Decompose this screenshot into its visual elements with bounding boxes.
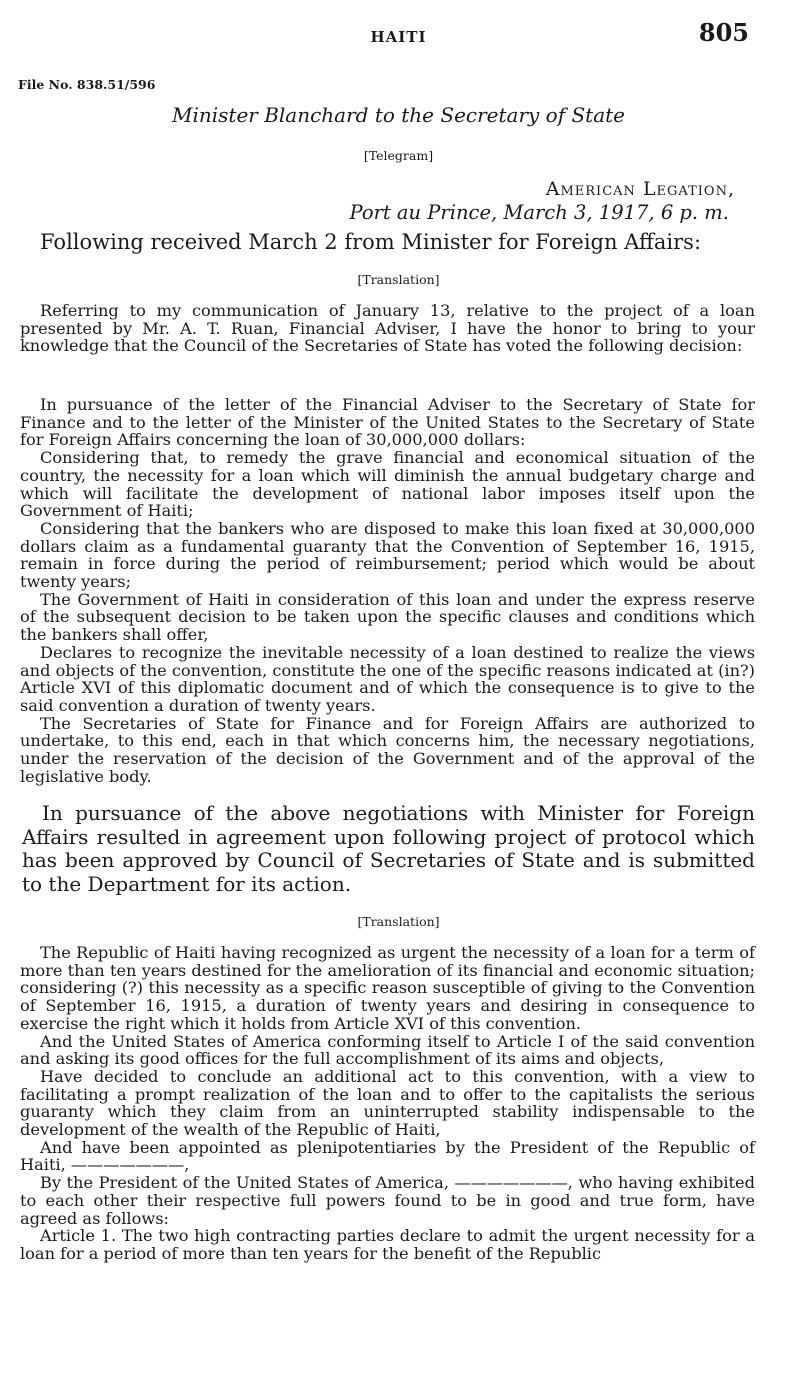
running-title: HAITI bbox=[370, 28, 427, 46]
dateline-office: American Legation, bbox=[545, 178, 735, 200]
intro-paragraph-block bbox=[20, 302, 755, 355]
protocol-paragraph: And the United States of America conforming itself to Article I of the said convention and asking its good offices for the full accomplishment of its aims and objects, bbox=[20, 1031, 755, 1069]
protocol-paragraph: And have been appointed as plenipotentiaries by the President of the Republic of Haiti, ———————, bbox=[20, 1137, 755, 1175]
decision-paragraph: The Secretaries of State for Finance and for Foreign Affairs are authorized to undertake, to this end, each in that which concerns him, the necessary negotiations, under the reservation of the decision of the Government and of the approval of the legislative body. bbox=[20, 713, 755, 786]
pursuance-paragraph-block bbox=[22, 802, 755, 896]
document-title: Minister Blanchard to the Secretary of State bbox=[171, 103, 626, 127]
protocol-paragraph: By the President of the United States of America, ———————, who having exhibited to each other their respective full powers found to be in good and true form, have agreed as follows: bbox=[20, 1173, 755, 1228]
intro-paragraph: Referring to my communication of January 13, relative to the project of a loan presented by Mr. A. T. Ruan, Financial Adviser, I have the honor to bring to your knowledge that the Council of the Secretaries of State has voted the following decision: bbox=[20, 301, 755, 356]
lead-line: Following received March 2 from Minister for Foreign Affairs: bbox=[40, 230, 702, 254]
decision-paragraph: In pursuance of the letter of the Financial Adviser to the Secretary of State for Finance and to the letter of the Minister of the United States to the Secretary of State for Foreign Affairs concerning the loan of 30,000,000 dollars: bbox=[20, 395, 755, 450]
decision-paragraph: Declares to recognize the inevitable necessity of a loan destined to realize the views and objects of the convention, constitute the one of the specific reasons indicated at (in?) Article XVI of this diplomatic document and of which the consequence is to give to the said convention a duration of twenty years. bbox=[20, 642, 755, 715]
decision-paragraph: Considering that, to remedy the grave financial and economical situation of the country, the necessity for a loan which will diminish the annual budgetary charge and which will facilitate the development of national labor imposes itself upon the Government of Haiti; bbox=[20, 448, 755, 521]
page-number: 805 bbox=[698, 18, 749, 47]
file-number: File No. 838.51/596 bbox=[18, 77, 156, 92]
dateline-place-date: Port au Prince, March 3, 1917, 6 p. m. bbox=[349, 201, 729, 224]
protocol-paragraph: Have decided to conclude an additional act to this convention, with a view to facilitating a prompt realization of the loan and to offer to the capitalists the serious guaranty which they claim from an uninterrupted stability indispensable to the development of the wealth of the Republic of Haiti, bbox=[20, 1066, 755, 1140]
decision-paragraph: Considering that the bankers who are disposed to make this loan fixed at 30,000,000 dollars claim as a fundamental guaranty that the Convention of September 16, 1915, remain in force during the period of reimbursement; period which would be about twenty years; bbox=[20, 518, 755, 592]
translation-note: [Translation] bbox=[357, 914, 440, 929]
pursuance-paragraph: In pursuance of the above negotiations with Minister for Foreign Affairs resulted in agreement upon following project of protocol which has been approved by Council of Secretaries of State and is submitted to the Department for its action. bbox=[22, 801, 755, 896]
protocol-block bbox=[20, 944, 755, 1263]
decision-paragraph: The Government of Haiti in consideration of this loan and under the express reserve of the subsequent decision to be taken upon the specific clauses and conditions which the bankers shall offer, bbox=[20, 589, 755, 645]
protocol-paragraph: The Republic of Haiti having recognized as urgent the necessity of a loan for a term of more than ten years destined for the amelioration of its financial and economic situation; considering (?) this necessity as a specific reason susceptible of giving to the Convention of September 16, 1915, a duration of twenty years and desiring in consequence to exercise the right which it holds from Article XVI of this convention. bbox=[20, 943, 755, 1033]
decision-block bbox=[20, 396, 755, 785]
telegram-note: [Telegram] bbox=[363, 148, 434, 163]
translation-note: [Translation] bbox=[357, 272, 440, 287]
protocol-paragraph: Article 1. The two high contracting parties declare to admit the urgent necessity for a loan for a period of more than ten years for the benefit of the Republic bbox=[20, 1226, 755, 1263]
